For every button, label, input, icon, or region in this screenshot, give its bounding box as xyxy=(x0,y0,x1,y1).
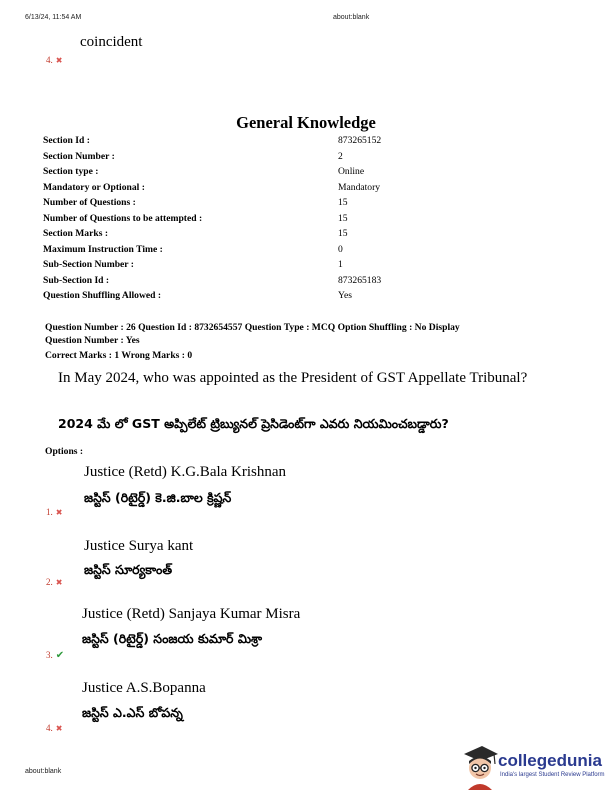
detail-value: 15 xyxy=(338,212,348,224)
detail-value: Yes xyxy=(338,290,352,302)
option-text-en: Justice (Retd) Sanjaya Kumar Misra xyxy=(82,606,301,622)
option-marker xyxy=(46,572,62,590)
logo-wordmark: collegedunia xyxy=(498,751,602,770)
detail-label: Section Marks : xyxy=(43,228,109,240)
detail-label: Number of Questions : xyxy=(43,197,136,209)
option-text-en: Justice (Retd) K.G.Bala Krishnan xyxy=(84,464,287,480)
detail-label: Section Id : xyxy=(43,135,90,147)
logo-tagline: India's largest Student Review Platform xyxy=(500,772,605,778)
option-number: 4. xyxy=(46,723,53,733)
detail-value: 15 xyxy=(338,197,348,209)
section-detail-row xyxy=(43,257,381,273)
detail-label: Sub-Section Id : xyxy=(43,274,110,286)
detail-label: Section type : xyxy=(43,166,99,178)
option-marker xyxy=(46,502,62,520)
option-text-en: Justice A.S.Bopanna xyxy=(82,680,206,696)
option-number: 2. xyxy=(46,577,53,587)
section-details-table xyxy=(43,133,381,304)
detail-value: 2 xyxy=(338,150,343,162)
check-icon: ✔ xyxy=(55,650,65,661)
section-detail-row xyxy=(43,195,381,211)
detail-label: Number of Questions to be attempted : xyxy=(43,212,203,224)
print-url: about:blank xyxy=(333,14,370,21)
section-detail-row xyxy=(43,164,381,180)
option-number: 1. xyxy=(46,507,53,517)
option-marker xyxy=(46,645,64,663)
section-detail-row xyxy=(43,273,381,289)
question-text-te: 2024 మే లో GST అప్పిలేట్ ట్రిబ్యునల్ ప్రెసిడెంట్‌గా ఎవరు నియమించబడ్డారు? xyxy=(58,416,449,431)
section-detail-row xyxy=(43,211,381,227)
cross-icon: ✖ xyxy=(55,56,63,65)
section-detail-row xyxy=(43,149,381,165)
option-text-te: జస్టిస్ (రిటైర్డ్) కె.జి.బాల క్రిష్ణన్ xyxy=(84,490,232,505)
detail-value: 0 xyxy=(338,243,343,255)
option-marker xyxy=(46,718,62,736)
detail-label: Sub-Section Number : xyxy=(43,259,134,271)
detail-value: 873265152 xyxy=(338,135,382,147)
option-text-te: జస్టిస్ సూర్యకాంత్ xyxy=(84,562,173,577)
detail-label: Question Shuffling Allowed : xyxy=(43,290,162,302)
prev-option-marker xyxy=(46,50,62,68)
footer-url: about:blank xyxy=(25,768,62,775)
print-datetime: 6/13/24, 11:54 AM xyxy=(25,14,82,21)
collegedunia-logo xyxy=(460,744,610,792)
detail-value: 873265183 xyxy=(338,274,382,286)
section-detail-row xyxy=(43,226,381,242)
prev-option-text: coincident xyxy=(80,34,143,50)
options-label: Options : xyxy=(45,446,84,457)
question-text-en: In May 2024, who was appointed as the President of GST Appellate Tribunal? xyxy=(58,370,528,386)
section-detail-row xyxy=(43,242,381,258)
question-marks: Correct Marks : 1 Wrong Marks : 0 xyxy=(45,350,193,361)
detail-value: 15 xyxy=(338,228,348,240)
option-text-te: జస్టిస్ ఎ.ఎస్ బోపన్న xyxy=(82,705,183,720)
cross-icon: ✖ xyxy=(55,724,63,733)
mascot-icon xyxy=(460,744,500,790)
option-number: 3. xyxy=(46,650,53,660)
cross-icon: ✖ xyxy=(55,578,63,587)
detail-label: Maximum Instruction Time : xyxy=(43,243,163,255)
prev-option-number: 4. xyxy=(46,55,53,65)
section-title: General Knowledge xyxy=(236,113,376,132)
section-detail-row xyxy=(43,288,381,304)
section-detail-row xyxy=(43,133,381,149)
detail-value: Mandatory xyxy=(338,181,381,193)
detail-value: 1 xyxy=(338,259,343,271)
option-text-en: Justice Surya kant xyxy=(84,538,194,554)
question-meta-line1: Question Number : 26 Question Id : 8732654557 Question Type : MCQ Option Shuffling : No Display xyxy=(45,322,460,333)
detail-label: Mandatory or Optional : xyxy=(43,181,145,193)
question-meta-line2: Question Number : Yes xyxy=(45,335,140,346)
detail-value: Online xyxy=(338,166,365,178)
option-text-te: జస్టిస్ (రిటైర్డ్) సంజయ కుమార్ మిశ్రా xyxy=(82,631,263,646)
cross-icon: ✖ xyxy=(55,508,63,517)
section-detail-row xyxy=(43,180,381,196)
detail-label: Section Number : xyxy=(43,150,115,162)
